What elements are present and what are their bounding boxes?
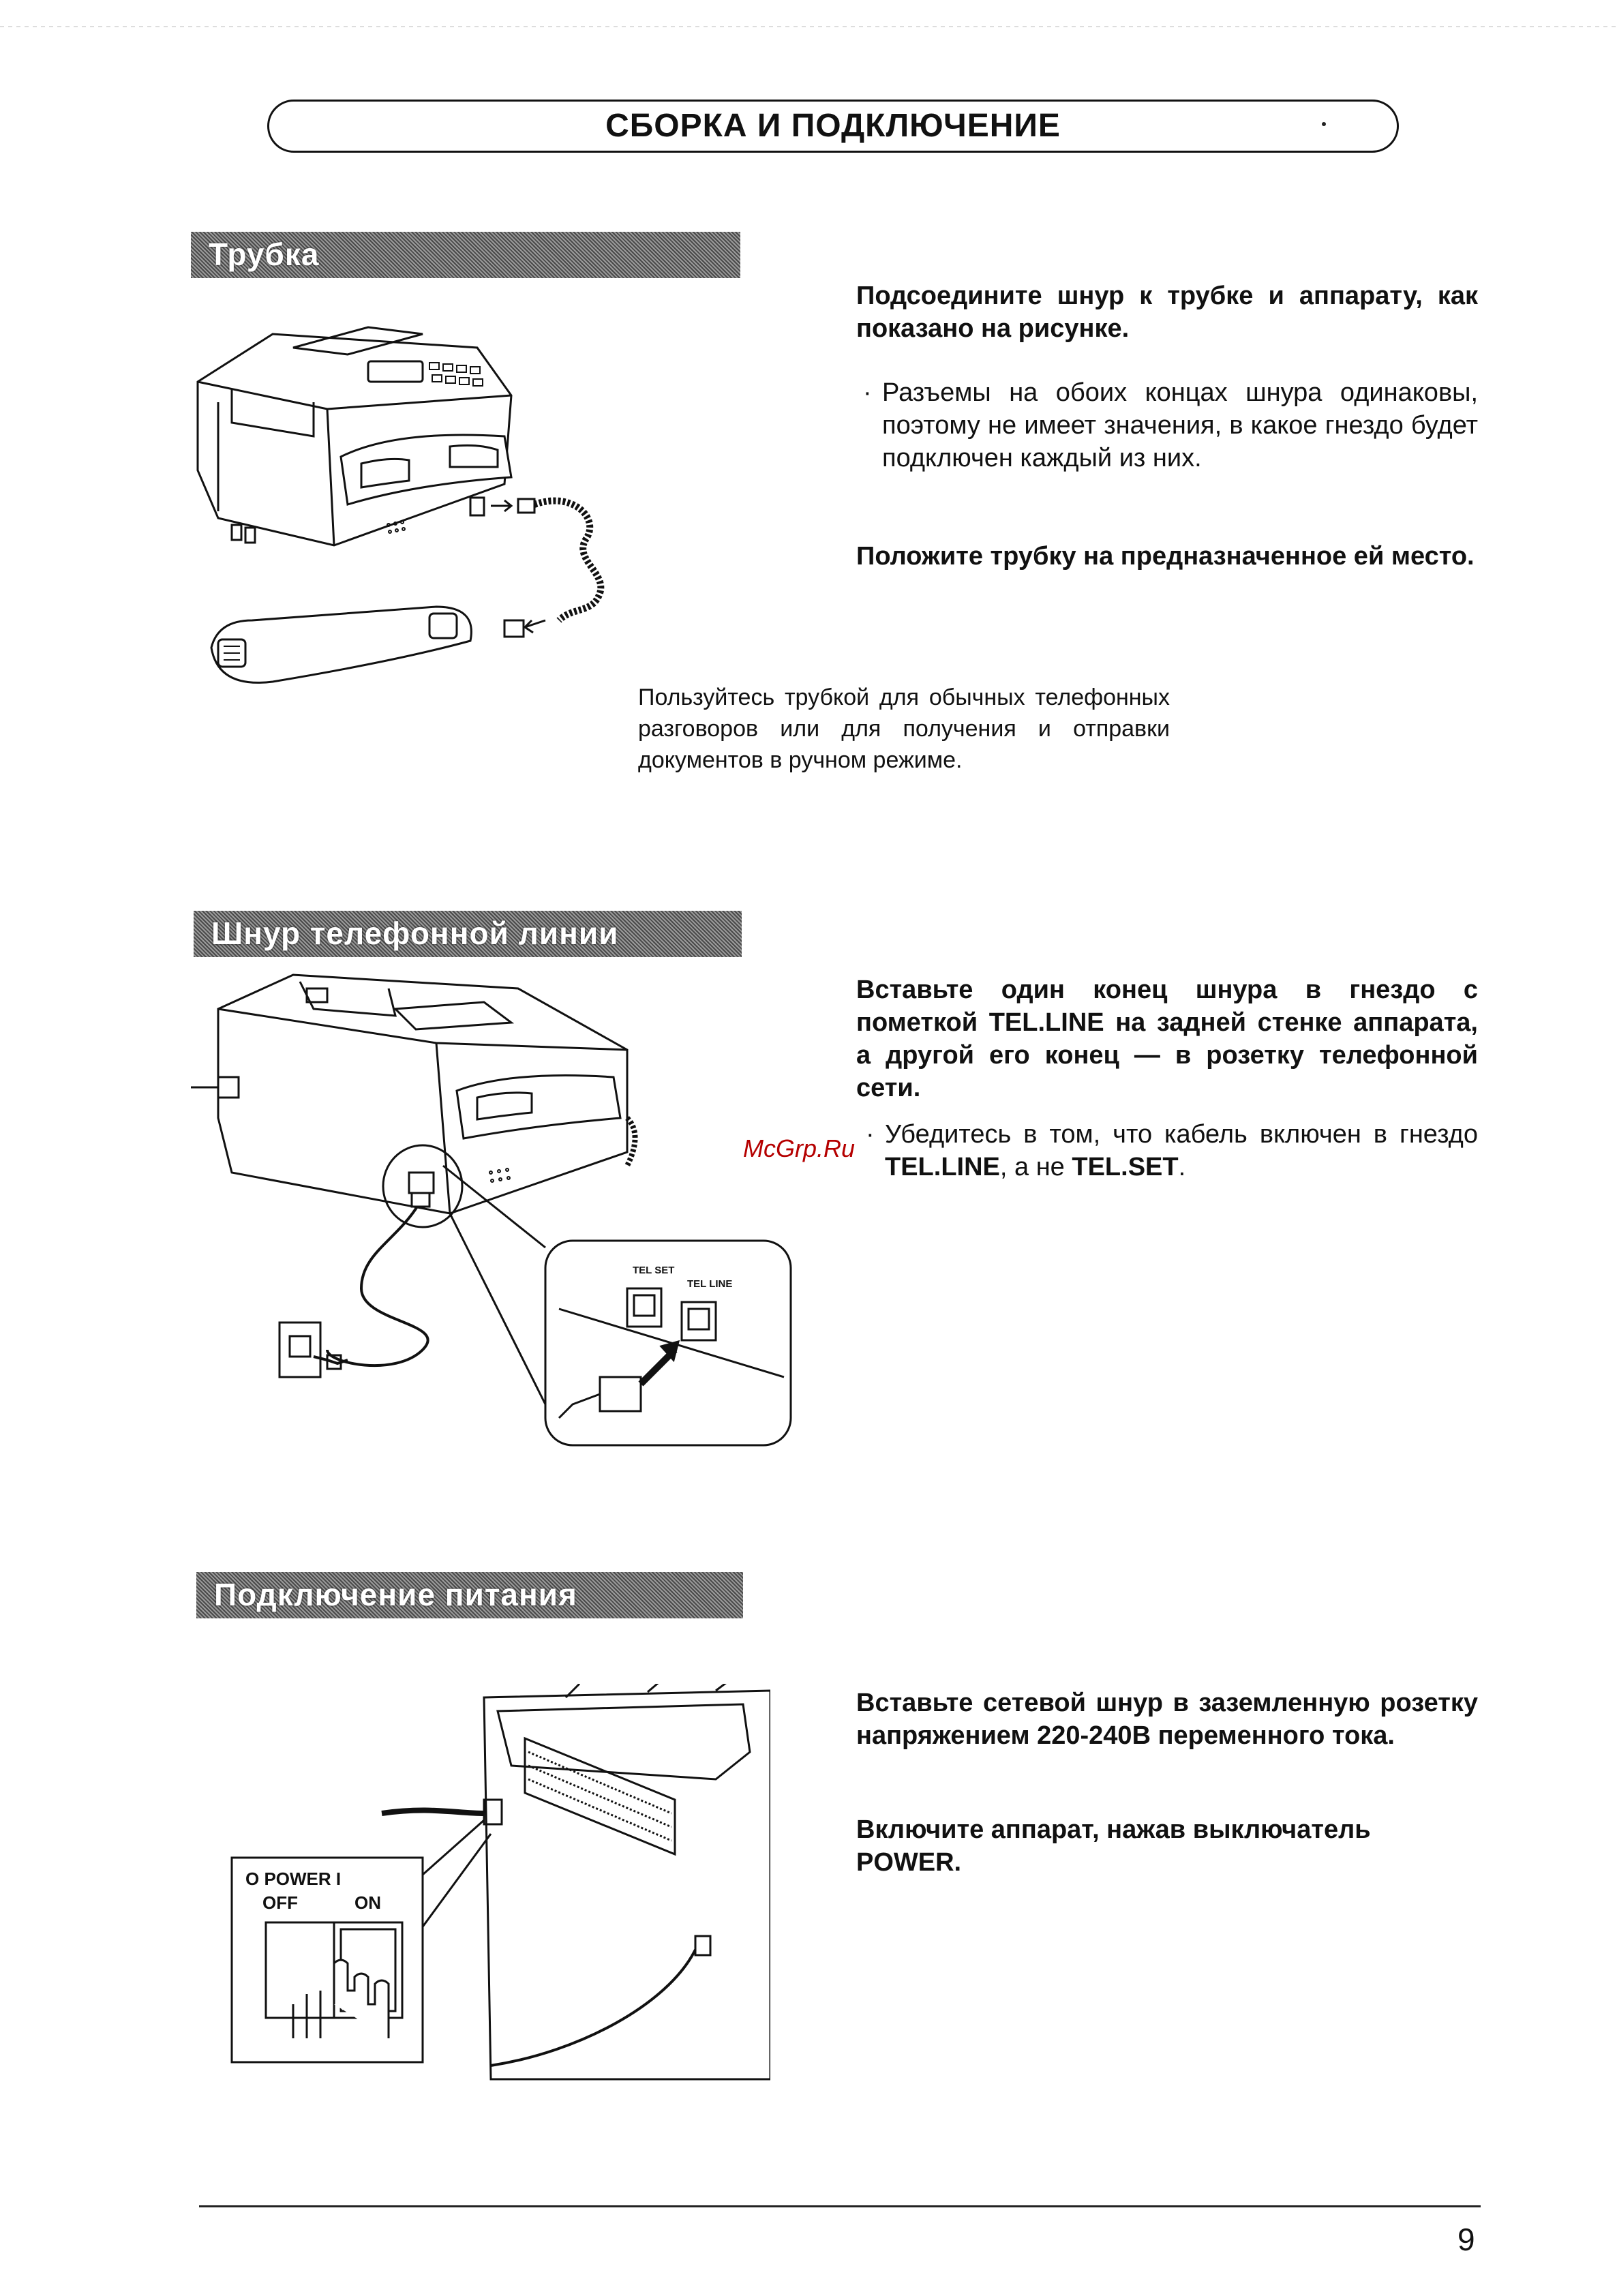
handset-instruction-place: Положите трубку на предназначенное ей место. [856,542,1475,571]
bullet-mark: · [863,378,872,407]
section-header-handset: Трубка [191,232,740,278]
phone-line-bullet-part1: Убедитесь в том, что кабель включен в гнездо [885,1120,1478,1149]
page-title: СБОРКА И ПОДКЛЮЧЕНИЕ [605,108,1061,144]
handset-bullet [863,376,1478,474]
page-number: 9 [1457,2222,1475,2257]
phone-line-bullet-term2: TEL.SET [1072,1153,1179,1181]
section-header-phone-line: Шнур телефонной линии [194,911,742,957]
bullet-mark: · [866,1120,875,1149]
handset-connection-illustration [191,320,682,702]
power-instruction-switch: Включите аппарат, нажав выключатель POWER. [856,1815,1371,1877]
handset-bullet-text: Разъемы на обоих концах шнура одинаковы, поэтому не имеет значения, в какое гнездо будет подключен каждый из них. [882,378,1478,472]
phone-line-bullet-term1: TEL.LINE [885,1153,1000,1181]
jack-label-tel-set: TEL SET [633,1265,675,1276]
power-connection-illustration [225,1684,770,2093]
phone-line-bullet-part2: , а не [999,1153,1072,1181]
jack-label-tel-line: TEL LINE [687,1278,733,1290]
phone-line-instruction-term: TEL.LINE [988,1008,1104,1037]
phone-line-illustration [191,968,804,1459]
watermark: McGrp.Ru [743,1134,856,1162]
handset-caption: Пользуйтесь трубкой для обычных телефонных разговоров или для получения и отправки документов в ручном режиме. [638,684,1170,773]
power-switch-title: O POWER I [245,1869,342,1889]
phone-line-instruction [856,973,1478,1104]
power-instruction-outlet: Вставьте сетевой шнур в заземленную розетку напряжением 220-240В переменного тока. [856,1689,1478,1750]
scan-artifact-line [0,26,1617,27]
phone-line-instruction-part2: на задней стенке аппарата, а другой его конец — в розетку телефонной сети. [856,1008,1478,1102]
section-header-power: Подключение питания [196,1572,743,1618]
footer-rule [199,2205,1481,2207]
phone-line-instruction-part1: Вставьте один конец шнура в гнездо с пометкой [856,976,1478,1037]
page-title-banner [267,100,1399,153]
phone-line-bullet-part3: . [1178,1153,1186,1181]
power-switch-on-label: ON [354,1892,381,1913]
phone-line-bullet [866,1118,1478,1183]
power-switch-off-label: OFF [262,1892,298,1913]
banner-dot [1322,122,1326,126]
handset-instruction-connect: Подсоедините шнур к трубке и аппарату, как показано на рисунке. [856,282,1478,343]
